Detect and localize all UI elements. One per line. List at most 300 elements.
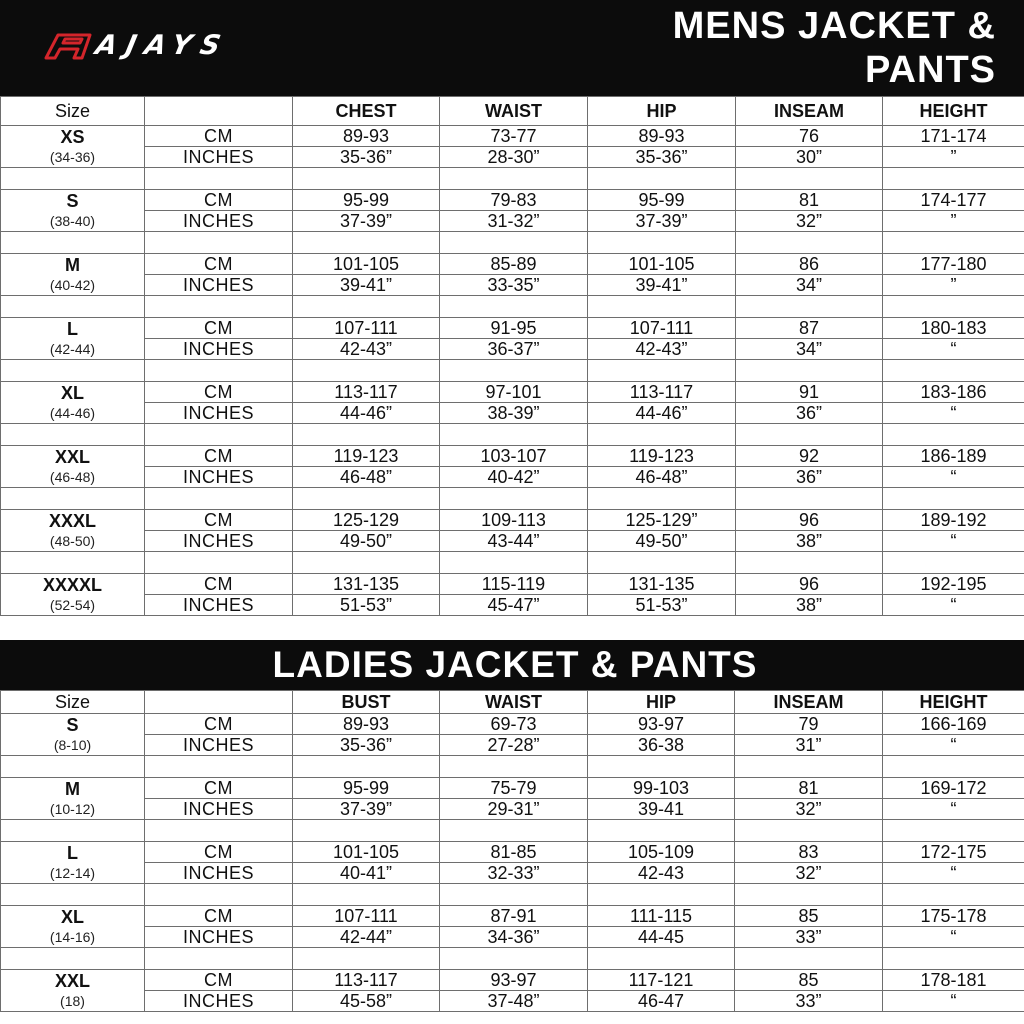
cm-value-cell: 91-95	[440, 318, 588, 339]
unit-label-inches: INCHES	[145, 403, 293, 424]
spacer-cell	[293, 296, 440, 318]
column-header: HEIGHT	[883, 691, 1024, 714]
size-name: XL	[60, 906, 84, 927]
cm-value-cell: 87	[736, 318, 883, 339]
spacer-cell	[588, 488, 736, 510]
column-header: BUST	[293, 691, 440, 714]
cm-value-cell: 172-175	[883, 842, 1024, 863]
spacer-cell	[440, 756, 588, 778]
inch-value-cell: 29-31”	[440, 799, 588, 820]
cm-value-cell: 105-109	[588, 842, 735, 863]
inch-value-cell: “	[883, 863, 1024, 884]
spacer-cell	[588, 552, 736, 574]
inch-value-cell: 31-32”	[440, 211, 588, 232]
spacer-cell	[736, 552, 883, 574]
size-range: (52-54)	[49, 596, 96, 613]
spacer-cell	[293, 168, 440, 190]
size-column-header: Size	[1, 691, 145, 714]
spacer-cell	[1, 424, 145, 446]
spacer-cell	[293, 424, 440, 446]
unit-label-inches: INCHES	[145, 211, 293, 232]
cm-value-cell: 85	[735, 970, 883, 991]
spacer-cell	[145, 756, 293, 778]
unit-label-cm: CM	[145, 382, 293, 403]
spacer-row	[1, 296, 1024, 318]
table-row-inches	[1, 735, 1024, 756]
cm-value-cell: 177-180	[883, 254, 1024, 275]
spacer-cell	[145, 884, 293, 906]
inch-value-cell: 32”	[735, 863, 883, 884]
cm-value-cell: 85	[735, 906, 883, 927]
size-name: XXL	[54, 446, 90, 467]
inch-value-cell: “	[883, 531, 1024, 552]
inch-value-cell: 42-44”	[293, 927, 440, 948]
spacer-cell	[883, 360, 1024, 382]
inch-value-cell: ”	[883, 147, 1024, 168]
cm-value-cell: 75-79	[440, 778, 588, 799]
spacer-cell	[293, 360, 440, 382]
spacer-cell	[293, 948, 440, 970]
inch-value-cell: 42-43”	[588, 339, 736, 360]
spacer-cell	[736, 232, 883, 254]
spacer-cell	[440, 820, 588, 842]
unit-label-inches: INCHES	[145, 735, 293, 756]
spacer-cell	[440, 360, 588, 382]
table-row-cm	[1, 382, 1024, 403]
size-range: (10-12)	[49, 800, 96, 817]
inch-value-cell: 44-46”	[293, 403, 440, 424]
cm-value-cell: 180-183	[883, 318, 1024, 339]
inch-value-cell: 42-43	[588, 863, 735, 884]
unit-label-cm: CM	[145, 254, 293, 275]
inch-value-cell: 45-47”	[440, 595, 588, 616]
unit-label-cm: CM	[145, 970, 293, 991]
inch-value-cell: 34”	[736, 339, 883, 360]
spacer-cell	[883, 552, 1024, 574]
inch-value-cell: 33-35”	[440, 275, 588, 296]
inch-value-cell: 34-36”	[440, 927, 588, 948]
inch-value-cell: 32-33”	[440, 863, 588, 884]
table-row-inches	[1, 531, 1024, 552]
inch-value-cell: 46-48”	[588, 467, 736, 488]
table-row-cm	[1, 254, 1024, 275]
spacer-cell	[440, 488, 588, 510]
ladies-banner	[0, 640, 1024, 690]
spacer-cell	[1, 756, 145, 778]
inch-value-cell: 35-36”	[293, 147, 440, 168]
size-cell	[1, 382, 145, 424]
cm-value-cell: 79	[735, 714, 883, 735]
inch-value-cell: 39-41	[588, 799, 735, 820]
table-row-cm	[1, 970, 1024, 991]
spacer-row	[1, 232, 1024, 254]
cm-value-cell: 81-85	[440, 842, 588, 863]
spacer-cell	[293, 232, 440, 254]
unit-label-cm: CM	[145, 714, 293, 735]
cm-value-cell: 103-107	[440, 446, 588, 467]
size-cell	[1, 254, 145, 296]
table-row-inches	[1, 147, 1024, 168]
spacer-cell	[736, 168, 883, 190]
inch-value-cell: 36”	[736, 403, 883, 424]
cm-value-cell: 73-77	[440, 126, 588, 147]
spacer-cell	[440, 552, 588, 574]
cm-value-cell: 89-93	[293, 126, 440, 147]
unit-label-inches: INCHES	[145, 595, 293, 616]
inch-value-cell: 36-37”	[440, 339, 588, 360]
spacer-cell	[293, 756, 440, 778]
cm-value-cell: 89-93	[293, 714, 440, 735]
table-row-cm	[1, 510, 1024, 531]
spacer-cell	[440, 884, 588, 906]
table-row-cm	[1, 318, 1024, 339]
spacer-cell	[440, 296, 588, 318]
spacer-cell	[588, 232, 736, 254]
cm-value-cell: 171-174	[883, 126, 1024, 147]
inch-value-cell: 36-38	[588, 735, 735, 756]
unit-label-cm: CM	[145, 510, 293, 531]
spacer-cell	[145, 552, 293, 574]
spacer-cell	[1, 820, 145, 842]
size-range: (34-36)	[49, 148, 96, 165]
cm-value-cell: 183-186	[883, 382, 1024, 403]
spacer-cell	[440, 424, 588, 446]
inch-value-cell: “	[883, 927, 1024, 948]
table-row-inches	[1, 863, 1024, 884]
size-range: (42-44)	[49, 340, 96, 357]
logo-wordmark: AJAYS	[92, 30, 233, 61]
table-row-cm	[1, 190, 1024, 211]
inch-value-cell: 33”	[735, 927, 883, 948]
size-cell	[1, 574, 145, 616]
spacer-cell	[735, 884, 883, 906]
cm-value-cell: 95-99	[588, 190, 736, 211]
cm-value-cell: 113-117	[293, 970, 440, 991]
cm-value-cell: 186-189	[883, 446, 1024, 467]
cm-value-cell: 86	[736, 254, 883, 275]
spacer-cell	[883, 232, 1024, 254]
inch-value-cell: “	[883, 467, 1024, 488]
size-range: (38-40)	[49, 212, 96, 229]
inch-value-cell: 28-30”	[440, 147, 588, 168]
spacer-row	[1, 424, 1024, 446]
size-name: M	[65, 778, 80, 799]
column-header: WAIST	[440, 691, 588, 714]
size-cell	[1, 446, 145, 488]
size-column-header: Size	[1, 97, 145, 126]
size-name: L	[67, 318, 78, 339]
unit-label-inches: INCHES	[145, 467, 293, 488]
spacer-cell	[145, 360, 293, 382]
header-banner	[0, 0, 1024, 96]
inch-value-cell: 32”	[736, 211, 883, 232]
cm-value-cell: 76	[736, 126, 883, 147]
size-name: S	[66, 714, 79, 735]
spacer-row	[1, 756, 1024, 778]
spacer-cell	[440, 168, 588, 190]
spacer-cell	[1, 884, 145, 906]
inch-value-cell: 35-36”	[588, 147, 736, 168]
logo-a-mark-icon	[36, 32, 98, 60]
cm-value-cell: 89-93	[588, 126, 736, 147]
inch-value-cell: 49-50”	[588, 531, 736, 552]
inch-value-cell: 46-48”	[293, 467, 440, 488]
unit-label-inches: INCHES	[145, 991, 293, 1012]
spacer-row	[1, 820, 1024, 842]
ladies-title: LADIES JACKET & PANTS	[272, 644, 758, 685]
cm-value-cell: 119-123	[588, 446, 736, 467]
cm-value-cell: 99-103	[588, 778, 735, 799]
cm-value-cell: 125-129”	[588, 510, 736, 531]
cm-value-cell: 69-73	[440, 714, 588, 735]
spacer-cell	[883, 488, 1024, 510]
cm-value-cell: 79-83	[440, 190, 588, 211]
size-cell	[1, 510, 145, 552]
header-row	[1, 97, 1024, 126]
size-range: (40-42)	[49, 276, 96, 293]
spacer-cell	[736, 488, 883, 510]
cm-value-cell: 96	[736, 510, 883, 531]
spacer-cell	[145, 488, 293, 510]
table-row-inches	[1, 339, 1024, 360]
unit-label-cm: CM	[145, 574, 293, 595]
cm-value-cell: 113-117	[293, 382, 440, 403]
column-header: WAIST	[440, 97, 588, 126]
column-header: HIP	[588, 691, 735, 714]
cm-value-cell: 93-97	[440, 970, 588, 991]
spacer-cell	[293, 884, 440, 906]
table-row-cm	[1, 906, 1024, 927]
spacer-cell	[1, 296, 145, 318]
inch-value-cell: “	[883, 339, 1024, 360]
size-name: S	[66, 190, 79, 211]
cm-value-cell: 178-181	[883, 970, 1024, 991]
inch-value-cell: 46-47	[588, 991, 735, 1012]
spacer-cell	[293, 820, 440, 842]
size-name: XXXL	[48, 510, 96, 531]
unit-label-inches: INCHES	[145, 275, 293, 296]
unit-label-cm: CM	[145, 778, 293, 799]
cm-value-cell: 107-111	[588, 318, 736, 339]
inch-value-cell: 44-45	[588, 927, 735, 948]
inch-value-cell: ”	[883, 275, 1024, 296]
spacer-row	[1, 948, 1024, 970]
inch-value-cell: 37-39”	[588, 211, 736, 232]
mens-title-line1: MENS JACKET &	[672, 5, 996, 47]
spacer-row	[1, 168, 1024, 190]
inch-value-cell: 36”	[736, 467, 883, 488]
inch-value-cell: 30”	[736, 147, 883, 168]
table-row-cm	[1, 574, 1024, 595]
size-range: (44-46)	[49, 404, 96, 421]
inch-value-cell: 31”	[735, 735, 883, 756]
spacer-cell	[293, 488, 440, 510]
cm-value-cell: 169-172	[883, 778, 1024, 799]
inch-value-cell: 51-53”	[293, 595, 440, 616]
mens-title	[536, 4, 996, 92]
spacer-cell	[883, 820, 1024, 842]
size-cell	[1, 318, 145, 360]
inch-value-cell: ”	[883, 211, 1024, 232]
spacer-cell	[1, 488, 145, 510]
cm-value-cell: 92	[736, 446, 883, 467]
unit-label-inches: INCHES	[145, 863, 293, 884]
spacer-cell	[145, 820, 293, 842]
spacer-cell	[145, 232, 293, 254]
table-row-inches	[1, 927, 1024, 948]
inch-value-cell: 37-39”	[293, 799, 440, 820]
cm-value-cell: 101-105	[293, 842, 440, 863]
cm-value-cell: 175-178	[883, 906, 1024, 927]
inch-value-cell: 40-41”	[293, 863, 440, 884]
spacer-cell	[883, 168, 1024, 190]
size-range: (8-10)	[53, 736, 92, 753]
table-row-cm	[1, 714, 1024, 735]
spacer-cell	[735, 820, 883, 842]
cm-value-cell: 115-119	[440, 574, 588, 595]
table-row-inches	[1, 467, 1024, 488]
spacer-cell	[1, 948, 145, 970]
inch-value-cell: 44-46”	[588, 403, 736, 424]
spacer-cell	[145, 948, 293, 970]
unit-label-inches: INCHES	[145, 927, 293, 948]
cm-value-cell: 192-195	[883, 574, 1024, 595]
spacer-cell	[145, 296, 293, 318]
spacer-cell	[588, 948, 735, 970]
size-cell	[1, 970, 145, 1012]
size-name: XXL	[54, 970, 90, 991]
cm-value-cell: 81	[735, 778, 883, 799]
cm-value-cell: 174-177	[883, 190, 1024, 211]
size-cell	[1, 190, 145, 232]
spacer-cell	[1, 552, 145, 574]
inch-value-cell: 51-53”	[588, 595, 736, 616]
size-name: XXXXL	[42, 574, 103, 595]
spacer-cell	[588, 424, 736, 446]
unit-label-cm: CM	[145, 906, 293, 927]
spacer-cell	[883, 424, 1024, 446]
unit-column-header	[145, 691, 293, 714]
cm-value-cell: 101-105	[588, 254, 736, 275]
inch-value-cell: 32”	[735, 799, 883, 820]
cm-value-cell: 125-129	[293, 510, 440, 531]
cm-value-cell: 96	[736, 574, 883, 595]
size-name: M	[65, 254, 80, 275]
size-name: XS	[60, 126, 85, 147]
unit-label-inches: INCHES	[145, 339, 293, 360]
table-row-cm	[1, 778, 1024, 799]
inch-value-cell: “	[883, 595, 1024, 616]
cm-value-cell: 131-135	[293, 574, 440, 595]
unit-label-cm: CM	[145, 190, 293, 211]
spacer-cell	[588, 296, 736, 318]
spacer-cell	[883, 948, 1024, 970]
table-row-inches	[1, 211, 1024, 232]
inch-value-cell: 39-41”	[588, 275, 736, 296]
spacer-cell	[883, 756, 1024, 778]
spacer-row	[1, 488, 1024, 510]
spacer-cell	[440, 232, 588, 254]
column-header: HIP	[588, 97, 736, 126]
inch-value-cell: 27-28”	[440, 735, 588, 756]
inch-value-cell: 33”	[735, 991, 883, 1012]
size-cell	[1, 778, 145, 820]
column-header: INSEAM	[736, 97, 883, 126]
inch-value-cell: 38”	[736, 595, 883, 616]
spacer-cell	[1, 360, 145, 382]
size-range: (48-50)	[49, 532, 96, 549]
spacer-row	[1, 552, 1024, 574]
unit-label-inches: INCHES	[145, 147, 293, 168]
spacer-cell	[588, 820, 735, 842]
cm-value-cell: 93-97	[588, 714, 735, 735]
cm-value-cell: 107-111	[293, 318, 440, 339]
spacer-cell	[440, 948, 588, 970]
column-header: HEIGHT	[883, 97, 1024, 126]
inch-value-cell: 45-58”	[293, 991, 440, 1012]
size-cell	[1, 714, 145, 756]
spacer-cell	[883, 884, 1024, 906]
table-row-inches	[1, 595, 1024, 616]
spacer-cell	[883, 296, 1024, 318]
size-name: L	[67, 842, 78, 863]
cm-value-cell: 101-105	[293, 254, 440, 275]
inch-value-cell: “	[883, 735, 1024, 756]
ladies-size-table	[0, 690, 1024, 1012]
size-range: (12-14)	[49, 864, 96, 881]
cm-value-cell: 95-99	[293, 778, 440, 799]
size-cell	[1, 906, 145, 948]
size-range: (14-16)	[49, 928, 96, 945]
cm-value-cell: 81	[736, 190, 883, 211]
cm-value-cell: 166-169	[883, 714, 1024, 735]
spacer-cell	[1, 232, 145, 254]
inch-value-cell: 49-50”	[293, 531, 440, 552]
cm-value-cell: 87-91	[440, 906, 588, 927]
unit-label-cm: CM	[145, 446, 293, 467]
unit-label-inches: INCHES	[145, 531, 293, 552]
inch-value-cell: “	[883, 799, 1024, 820]
spacer-cell	[588, 360, 736, 382]
cm-value-cell: 109-113	[440, 510, 588, 531]
spacer-cell	[588, 884, 735, 906]
cm-value-cell: 107-111	[293, 906, 440, 927]
table-row-inches	[1, 275, 1024, 296]
cm-value-cell: 189-192	[883, 510, 1024, 531]
inch-value-cell: “	[883, 403, 1024, 424]
table-row-cm	[1, 126, 1024, 147]
spacer-cell	[735, 948, 883, 970]
size-cell	[1, 842, 145, 884]
inch-value-cell: 43-44”	[440, 531, 588, 552]
header-row	[1, 691, 1024, 714]
table-row-inches	[1, 403, 1024, 424]
spacer-cell	[736, 424, 883, 446]
cm-value-cell: 131-135	[588, 574, 736, 595]
spacer-row	[1, 884, 1024, 906]
inch-value-cell: 38-39”	[440, 403, 588, 424]
cm-value-cell: 91	[736, 382, 883, 403]
table-row-inches	[1, 991, 1024, 1012]
inch-value-cell: 42-43”	[293, 339, 440, 360]
inch-value-cell: 40-42”	[440, 467, 588, 488]
column-header: CHEST	[293, 97, 440, 126]
spacer-cell	[145, 424, 293, 446]
inch-value-cell: 37-48”	[440, 991, 588, 1012]
unit-label-cm: CM	[145, 318, 293, 339]
table-row-cm	[1, 446, 1024, 467]
spacer-cell	[588, 168, 736, 190]
